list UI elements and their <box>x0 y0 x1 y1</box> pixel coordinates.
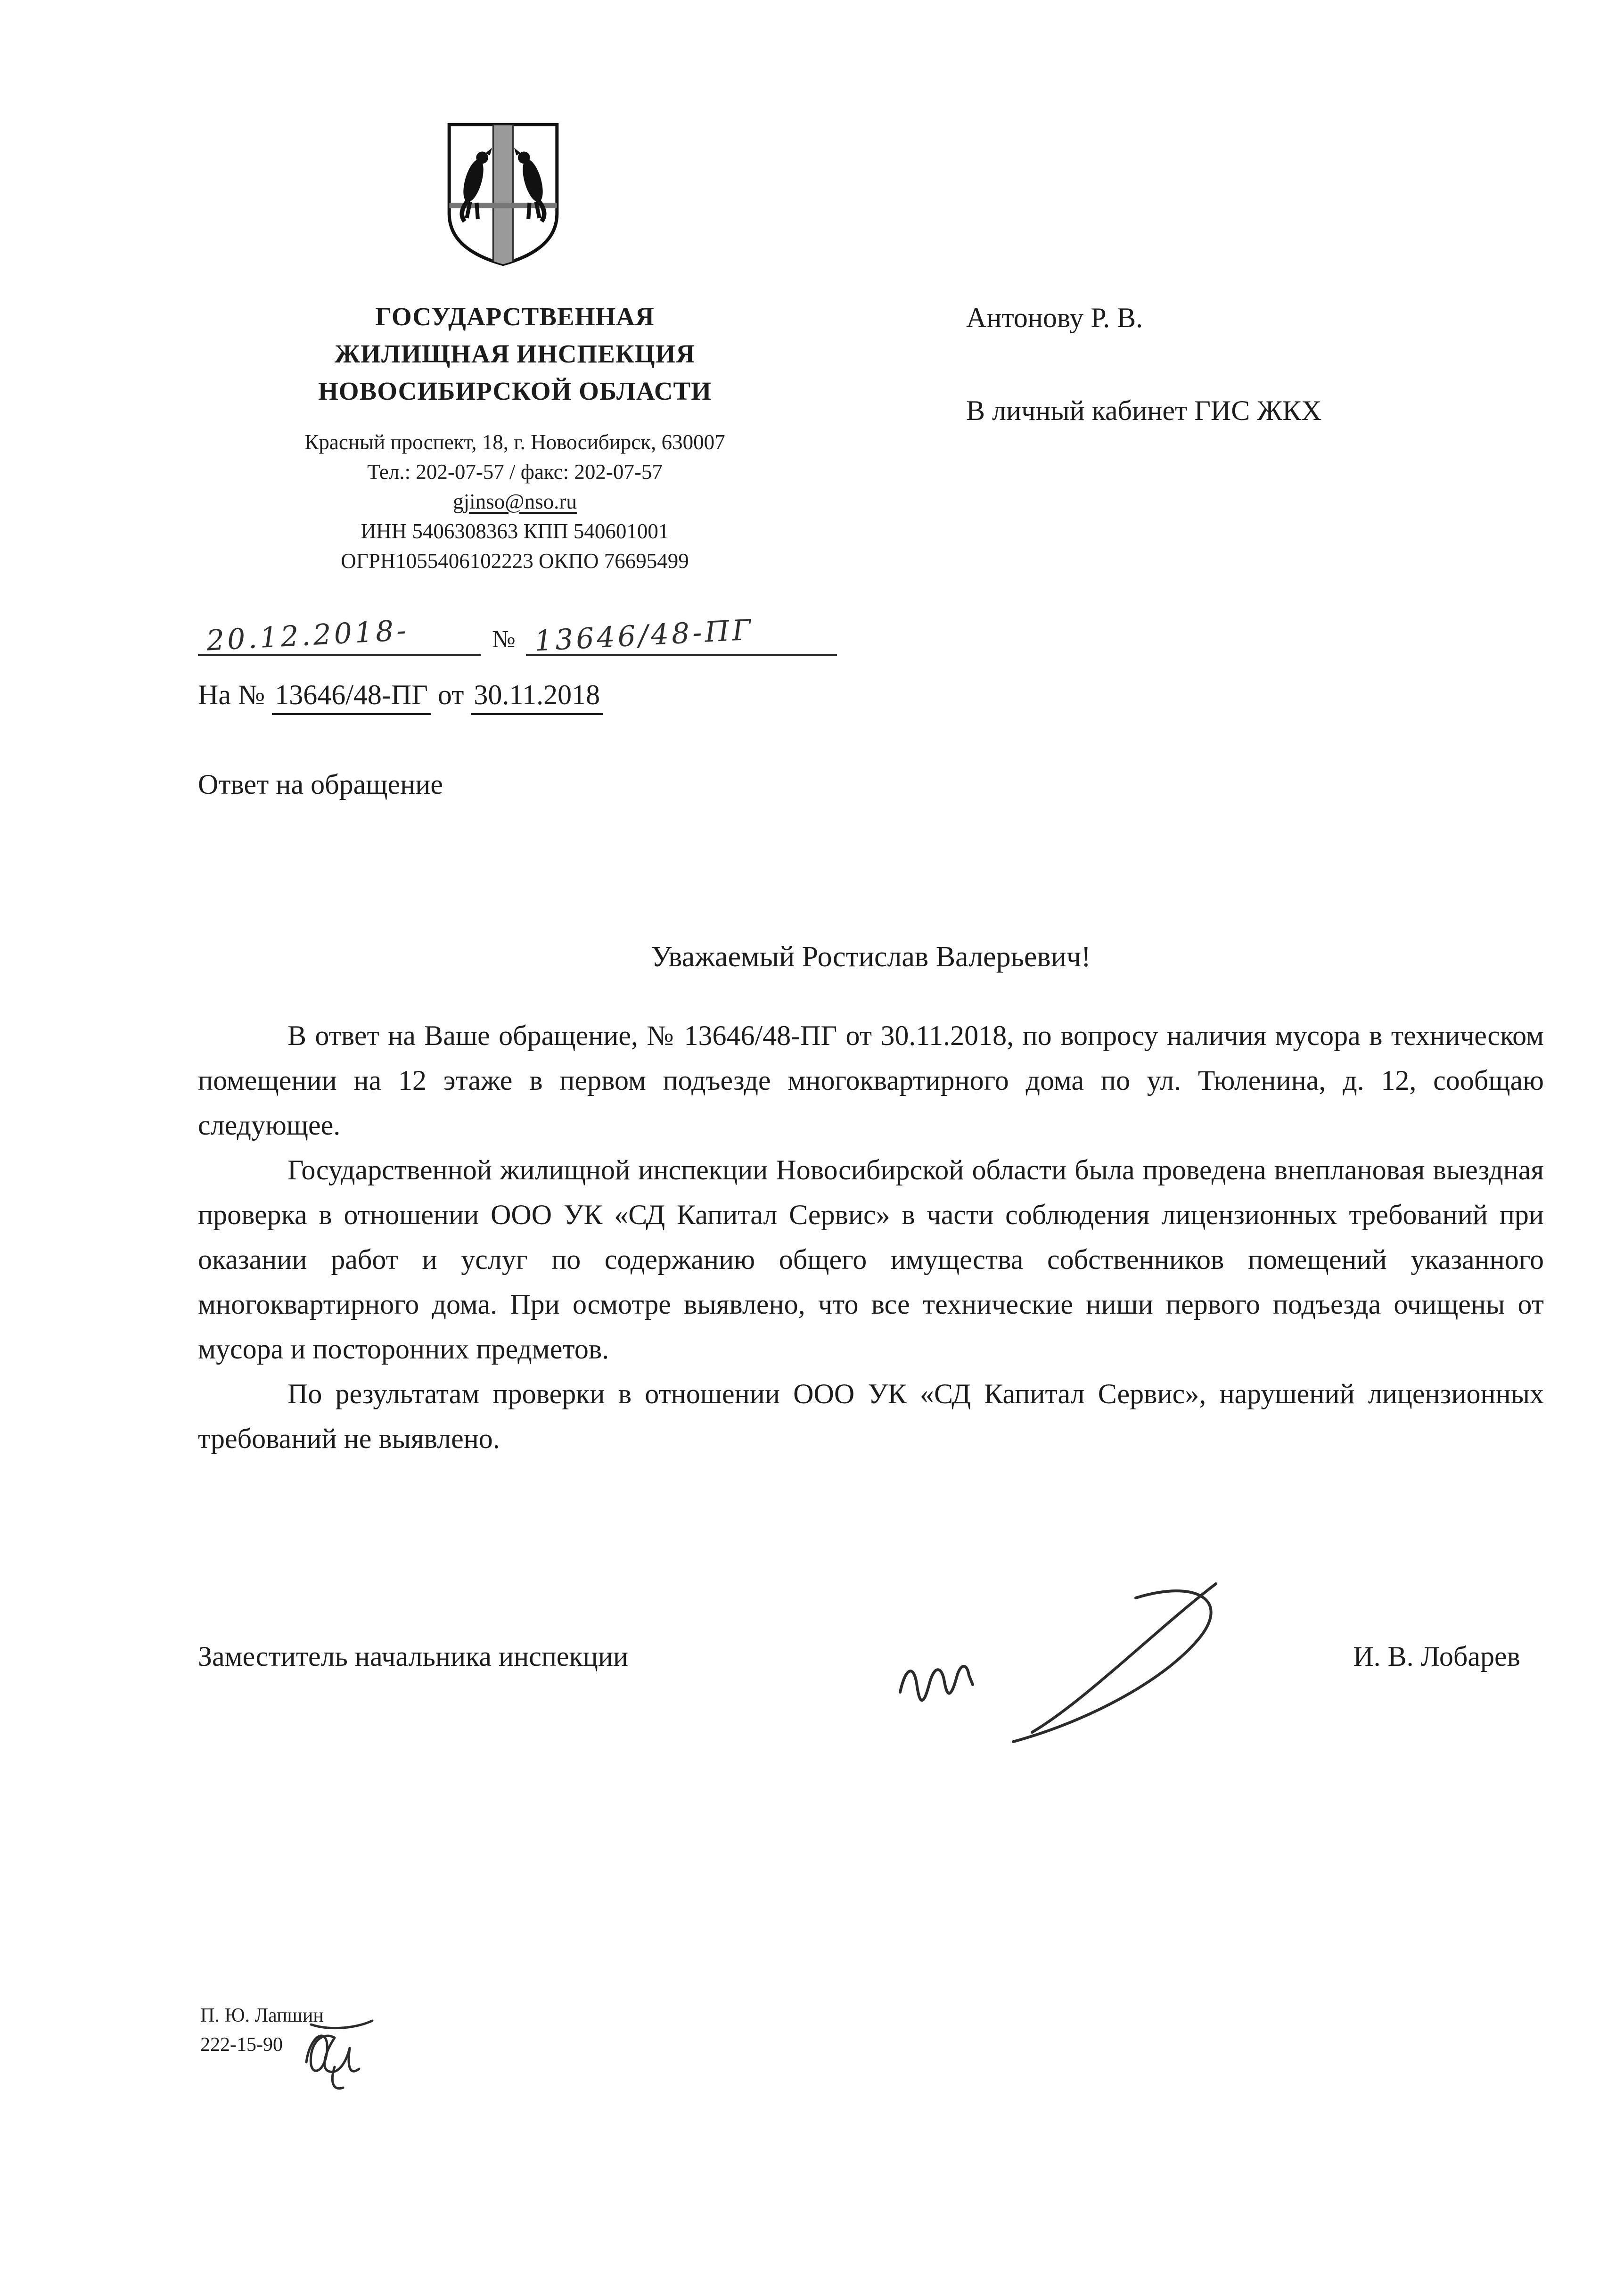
coat-of-arms <box>441 120 566 269</box>
handwritten-number: 13646/48-ПГ <box>533 613 755 658</box>
date-number-row <box>198 613 905 658</box>
executor-phone: 222-15-90 <box>200 2034 283 2056</box>
paragraph-1: В ответ на Ваше обращение, № 13646/48-ПГ от 30.11.2018, по вопросу наличия мусора в техническом помещении на 12 этаже в первом подъезде многоквартирного дома по ул. Тюленина, д. 12, сообщаю следующее. <box>198 1020 1544 1141</box>
org-address: Красный проспект, 18, г. Новосибирск, 630007 <box>304 430 725 454</box>
signature-scribble <box>872 1570 1263 1758</box>
org-phone: Тел.: 202-07-57 / факс: 202-07-57 <box>367 460 663 484</box>
paragraph-2: Государственной жилищной инспекции Новосибирской области была проведена внеплановая выездная проверка в отношении ООО УК «СД Капитал Сервис» в части соблюдения лицензионных требований при оказании работ и услуг по содержанию общего имущества собственников помещений указанного многоквартирного дома. При осмотре выявлено, что все технические ниши первого подъезда очищены от мусора и посторонних предметов. <box>198 1154 1544 1365</box>
executor-name: П. Ю. Лапшин <box>200 2005 324 2026</box>
paragraph-3: По результатам проверки в отношении ООО УК «СД Капитал Сервис», нарушений лицензионных требований не выявлено. <box>198 1378 1544 1454</box>
addressee-name: Антонову Р. В. <box>966 302 1143 333</box>
reference-date: 30.11.2018 <box>471 679 603 715</box>
org-name-line-1: ГОСУДАРСТВЕННАЯ <box>375 302 655 331</box>
number-blank <box>526 613 837 658</box>
executor-signature <box>278 2006 396 2100</box>
signature-icon <box>872 1570 1263 1758</box>
letter-subject: Ответ на обращение <box>198 769 443 800</box>
signer-name: И. В. Лобарев <box>1353 1641 1520 1672</box>
org-ogrn-okpo: ОГРН1055406102223 ОКПО 76695499 <box>341 549 689 573</box>
date-blank <box>198 614 481 658</box>
coat-of-arms-icon <box>441 120 566 269</box>
org-email: gjinso@nso.ru <box>453 490 577 513</box>
reference-ot: от <box>437 679 464 710</box>
org-name-line-3: НОВОСИБИРСКОЙ ОБЛАСТИ <box>318 377 712 405</box>
executor-signature-icon <box>278 2006 396 2100</box>
salutation: Уважаемый Ростислав Валерьевич! <box>651 941 1091 973</box>
letter-body <box>198 1013 1544 1461</box>
reference-number: 13646/48-ПГ <box>272 679 431 715</box>
handwritten-date: 20.12.2018- <box>205 614 410 658</box>
reference-prefix: На № <box>198 679 265 710</box>
signer-position: Заместитель начальника инспекции <box>198 1641 629 1672</box>
reference-line <box>198 679 603 715</box>
addressee-delivery: В личный кабинет ГИС ЖКХ <box>966 395 1322 426</box>
letterhead <box>198 298 832 576</box>
org-inn-kpp: ИНН 5406308363 КПП 540601001 <box>361 519 669 543</box>
number-sign: № <box>492 626 516 653</box>
addressee-block <box>966 302 1555 427</box>
org-name-line-2: ЖИЛИЩНАЯ ИНСПЕКЦИЯ <box>334 339 696 368</box>
